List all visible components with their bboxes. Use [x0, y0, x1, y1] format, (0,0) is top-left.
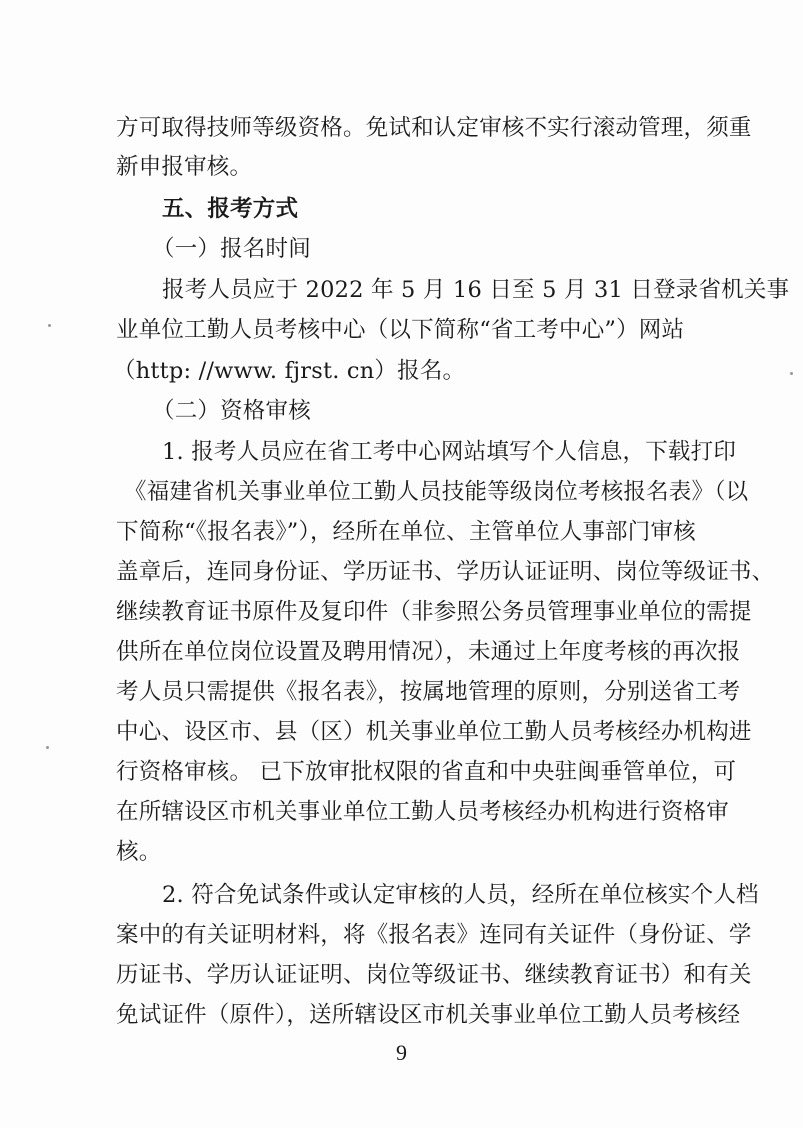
- body-line-22: 历证书、学历认证证明、岗位等级证书、继续教育证书）和有关: [116, 962, 752, 988]
- scan-speck: [48, 324, 51, 327]
- body-line-1: 方可取得技师等级资格。免试和认定审核不实行滚动管理，须重: [116, 115, 752, 141]
- body-line-6: 业单位工勤人员考核中心（以下简称“省工考中心”）网站: [116, 317, 685, 343]
- body-line-13: 继续教育证书原件及复印件（非参照公务员管理事业单位的需提: [116, 599, 752, 625]
- body-line-21: 案中的有关证明材料，将《报名表》连同有关证件（身份证、学: [116, 922, 752, 948]
- body-line-10: 《福建省机关事业单位工勤人员技能等级岗位考核报名表》（以: [124, 479, 749, 505]
- subsection-heading-2: （二）资格审核: [152, 398, 311, 424]
- scan-speck: [46, 746, 49, 749]
- body-line-16: 中心、设区市、县（区）机关事业单位工勤人员考核经办机构进: [116, 719, 752, 745]
- body-line-2: 新申报审核。: [116, 154, 253, 180]
- page-number: 9: [396, 1040, 407, 1065]
- body-line-20: 2. 符合免试条件或认定审核的人员，经所在单位核实个人档: [162, 882, 759, 908]
- body-line-15: 考人员只需提供《报名表》，按属地管理的原则，分别送省工考: [116, 679, 741, 705]
- body-line-12: 盖章后，连同身份证、学历证书、学历认证证明、岗位等级证书、: [116, 559, 775, 585]
- subsection-heading-1: （一）报名时间: [152, 236, 311, 262]
- body-line-11: 下简称“《报名表》”），经所在单位、主管单位人事部门审核: [116, 519, 696, 545]
- section-heading-5: 五、报考方式: [162, 196, 299, 222]
- body-line-17: 行资格审核。 已下放审批权限的省直和中央驻闽垂管单位，可: [116, 759, 737, 785]
- website-line: （http: //www. fjrst. cn）报名。: [113, 358, 466, 384]
- scan-speck: [790, 372, 793, 375]
- body-line-9: 1. 报考人员应在省工考中心网站填写个人信息，下载打印: [162, 439, 737, 465]
- body-line-5: 报考人员应于 2022 年 5 月 16 日至 5 月 31 日登录省机关事: [162, 277, 790, 303]
- body-line-23: 免试证件（原件），送所辖设区市机关事业单位工勤人员考核经: [116, 1002, 741, 1028]
- body-line-18: 在所辖设区市机关事业单位工勤人员考核经办机构进行资格审: [116, 799, 729, 825]
- body-line-19: 核。: [116, 839, 162, 865]
- body-line-14: 供所在单位岗位设置及聘用情况），未通过上年度考核的再次报: [116, 639, 741, 665]
